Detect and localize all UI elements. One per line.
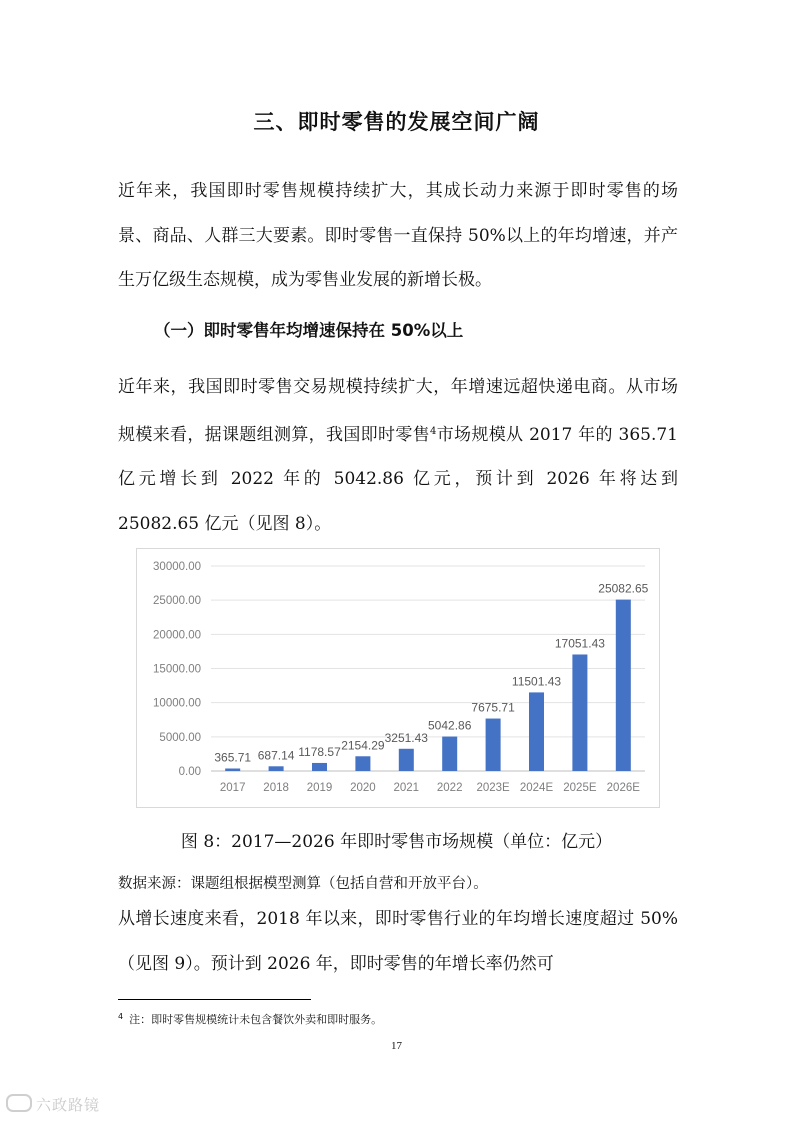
watermark-logo-icon	[6, 1094, 32, 1112]
x-tick-label: 2026E	[606, 782, 640, 794]
footnote-number: 4	[118, 1012, 124, 1021]
data-label: 365.71	[214, 750, 252, 765]
subsection-title: （一）即时零售年均增速保持在 50%以上	[154, 321, 464, 340]
x-tick-label: 2022	[436, 782, 463, 794]
bar	[616, 600, 631, 771]
bar	[442, 737, 457, 771]
data-label: 3251.43	[384, 730, 428, 745]
growth-paragraph: 从增长速度来看，2018 年以来，即时零售行业的年均增长速度超过 50%（见图 9）。预计到 2026 年，即时零售的年增长率仍然可	[118, 909, 678, 974]
y-tick-label: 25000.00	[153, 595, 201, 608]
watermark	[6, 1094, 100, 1115]
x-tick-label: 2017	[219, 782, 246, 794]
y-tick-label: 20000.00	[153, 629, 201, 642]
x-tick-label: 2020	[350, 782, 376, 794]
bar	[529, 692, 544, 771]
bar	[399, 749, 414, 771]
footnote-text: 注：即时零售规模统计未包含餐饮外卖和即时服务。	[129, 1013, 383, 1026]
figure-caption: 图 8：2017—2026 年即时零售市场规模（单位：亿元）	[180, 832, 613, 852]
bar	[355, 756, 370, 771]
chart-canvas	[137, 549, 659, 807]
x-tick-label: 2018	[263, 782, 289, 794]
data-label: 687.14	[257, 748, 295, 763]
bar	[572, 654, 587, 771]
data-source-note: 数据来源：课题组根据模型测算（包括自营和开放平台）。	[118, 876, 488, 892]
x-tick-label: 2019	[306, 782, 333, 794]
data-label: 17051.43	[554, 636, 605, 651]
intro-paragraph: 近年来，我国即时零售规模持续扩大，其成长动力来源于即时零售的场景、商品、人群三大要素。即时零售一直保持 50%以上的年均增速，并产生万亿级生态规模，成为零售业发展的新增长极。	[118, 181, 678, 290]
data-label: 5042.86	[428, 718, 472, 733]
y-tick-label: 0.00	[178, 766, 201, 778]
bar	[269, 766, 284, 771]
y-tick-label: 30000.00	[153, 561, 201, 573]
section-title: 三、即时零售的发展空间广阔	[253, 110, 540, 134]
bar	[486, 719, 501, 771]
data-label: 25082.65	[598, 581, 649, 596]
footnote-divider	[118, 999, 311, 1000]
x-tick-label: 2023E	[476, 782, 510, 794]
y-tick-label: 10000.00	[153, 697, 201, 710]
y-tick-label: 5000.00	[159, 731, 201, 744]
market-size-text-b: 市场规模从 2017 年的 365.71 亿元增长到 2022 年的 5042.86 亿元，预计到 2026 年将达到 25082.65 亿元（见图 8）。	[118, 424, 678, 534]
footnote-reference: 4	[430, 425, 437, 437]
data-label: 7675.71	[471, 700, 515, 715]
bar	[225, 769, 240, 771]
y-tick-label: 15000.00	[153, 663, 201, 676]
market-size-text-a: 近年来，我国即时零售交易规模持续扩大，年增速远超快递电商。从市场规模来看，据课题组测算，我国即时零售	[118, 377, 678, 445]
watermark-text: 六政路镜	[36, 1096, 101, 1114]
bar	[312, 763, 327, 771]
data-label: 11501.43	[511, 674, 562, 689]
page-number: 17	[391, 1040, 402, 1052]
footnote	[118, 1011, 382, 1027]
x-tick-label: 2025E	[563, 782, 597, 794]
data-label: 2154.29	[341, 738, 385, 753]
market-size-paragraph	[118, 365, 678, 546]
x-tick-label: 2024E	[519, 782, 554, 794]
data-label: 1178.57	[298, 744, 341, 759]
market-size-chart	[136, 548, 660, 808]
x-tick-label: 2021	[393, 782, 420, 794]
